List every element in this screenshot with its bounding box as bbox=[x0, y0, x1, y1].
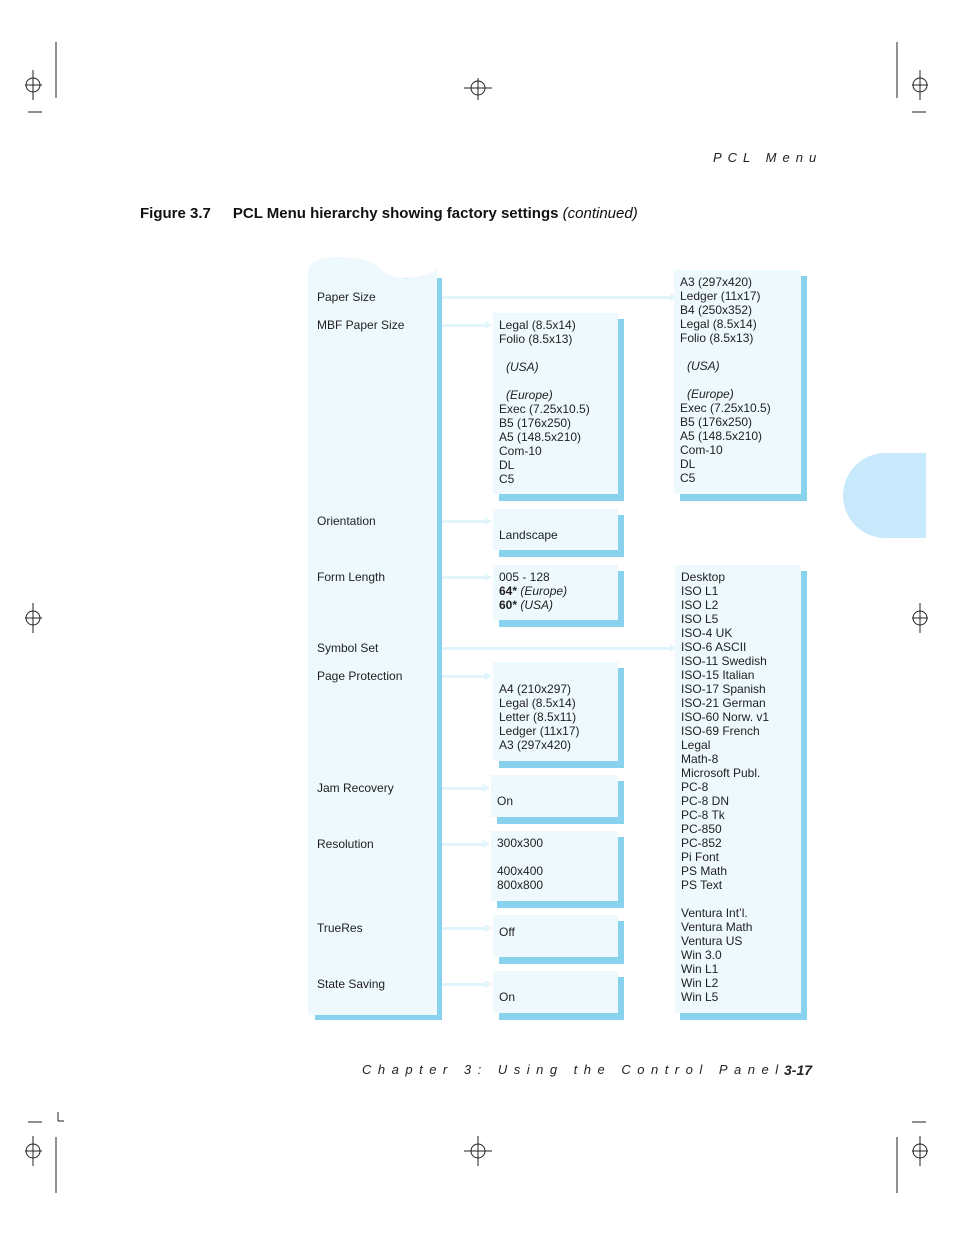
paper-size-option: Ledger (11x17) bbox=[680, 289, 761, 303]
paper-size-option: Exec (7.25x10.5) bbox=[680, 401, 771, 415]
form-length-europe-label: (Europe) bbox=[520, 584, 568, 598]
symbol-set-option: ISO-15 Italian bbox=[681, 668, 755, 682]
paper-size-option: A3 (297x420) bbox=[680, 275, 753, 289]
footer-chapter: Chapter 3: Using the Control Panel bbox=[362, 1062, 785, 1077]
symbol-set-option: Microsoft Publ. bbox=[681, 766, 761, 780]
symbol-set-option: ISO-21 German bbox=[681, 696, 766, 710]
symbol-set-option: ISO L2 bbox=[681, 598, 719, 612]
resolution-option bbox=[497, 850, 543, 864]
figure-continued: (continued) bbox=[562, 205, 638, 222]
mbf-option: Com-10 bbox=[499, 444, 542, 458]
connector-state-saving bbox=[442, 983, 487, 986]
symbol-set-option: PC-8 bbox=[681, 780, 709, 794]
symbol-set-option: Ventura US bbox=[681, 934, 743, 948]
mbf-option: C5 bbox=[499, 472, 515, 486]
symbol-set-option: PC-852 bbox=[681, 836, 722, 850]
form-length-range: 005 - 128 bbox=[499, 570, 550, 584]
symbol-set-option: ISO-6 ASCII bbox=[681, 640, 747, 654]
menu-item-paper-size: Paper Size bbox=[317, 290, 376, 304]
connector-mbf-paper-size bbox=[442, 324, 487, 327]
mbf-option: A5 (148.5x210) bbox=[499, 430, 582, 444]
symbol-set-option: ISO-60 Norw. v1 bbox=[681, 710, 770, 724]
trueres-options-panel bbox=[493, 915, 618, 957]
paper-size-usa-label: (USA) bbox=[687, 359, 720, 373]
connector-symbol-set bbox=[442, 647, 672, 650]
jam-recovery-value: On bbox=[497, 794, 514, 808]
paper-size-option: B5 (176x250) bbox=[680, 415, 753, 429]
page-protection-option: A3 (297x420) bbox=[499, 738, 572, 752]
symbol-set-option: Legal bbox=[681, 738, 711, 752]
resolution-options-panel bbox=[491, 831, 618, 901]
figure-title: PCL Menu hierarchy showing factory settings bbox=[232, 205, 559, 222]
paper-size-europe-label: (Europe) bbox=[687, 387, 734, 401]
page-protection-option: Ledger (11x17) bbox=[499, 724, 580, 738]
paper-size-option bbox=[680, 373, 771, 387]
mbf-option: Folio (8.5x13) bbox=[499, 332, 573, 346]
page-protection-options-panel bbox=[493, 662, 618, 761]
symbol-set-option: Desktop bbox=[681, 570, 726, 584]
symbol-set-option bbox=[681, 892, 769, 906]
form-length-europe bbox=[499, 584, 567, 598]
connector-trueres bbox=[442, 927, 487, 930]
paper-size-option: Folio (8.5x13) bbox=[680, 331, 754, 345]
menu-item-symbol-set: Symbol Set bbox=[317, 641, 379, 655]
menu-item-form-length: Form Length bbox=[317, 570, 386, 584]
symbol-set-option: PC-8 Tk bbox=[681, 808, 725, 822]
paper-size-option: Legal (8.5x14) bbox=[680, 317, 757, 331]
symbol-set-option: PC-8 DN bbox=[681, 794, 730, 808]
mbf-option bbox=[499, 374, 590, 388]
form-length-europe-value: 64* bbox=[499, 584, 518, 598]
form-length-usa-value: 60* bbox=[499, 598, 518, 612]
symbol-set-option: ISO L1 bbox=[681, 584, 719, 598]
resolution-option: 300x300 bbox=[497, 836, 544, 850]
symbol-set-option: PS Text bbox=[681, 878, 723, 892]
connector-orientation bbox=[442, 520, 487, 523]
jam-recovery-options-panel bbox=[491, 775, 618, 817]
paper-size-option: B4 (250x352) bbox=[680, 303, 753, 317]
connector-jam-recovery bbox=[442, 787, 485, 790]
symbol-set-option: Math-8 bbox=[681, 752, 719, 766]
paper-size-options-panel bbox=[674, 270, 801, 494]
state-saving-options-panel bbox=[493, 971, 618, 1013]
orientation-options-panel bbox=[493, 509, 618, 550]
mbf-option: B5 (176x250) bbox=[499, 416, 572, 430]
symbol-set-option: ISO-4 UK bbox=[681, 626, 733, 640]
paper-size-option: C5 bbox=[680, 471, 696, 485]
symbol-set-option: Ventura Int’l. bbox=[681, 906, 748, 920]
paper-size-option: Com-10 bbox=[680, 443, 723, 457]
menu-item-jam-recovery: Jam Recovery bbox=[317, 781, 394, 795]
symbol-set-option: Win L1 bbox=[681, 962, 719, 976]
symbol-set-option: Win L5 bbox=[681, 990, 719, 1004]
symbol-set-option: ISO-11 Swedish bbox=[681, 654, 767, 668]
resolution-option: 800x800 bbox=[497, 878, 544, 892]
mbf-options-panel bbox=[493, 313, 618, 494]
symbol-set-option: Win L2 bbox=[681, 976, 719, 990]
figure-caption bbox=[140, 205, 638, 222]
menu-item-page-protection: Page Protection bbox=[317, 669, 403, 683]
page-protection-option: Letter (8.5x11) bbox=[499, 710, 577, 724]
symbol-set-option: Ventura Math bbox=[681, 920, 753, 934]
running-header: PCL Menu bbox=[713, 150, 823, 165]
mbf-option bbox=[499, 346, 590, 360]
menu-item-state-saving: State Saving bbox=[317, 977, 386, 991]
connector-form-length bbox=[442, 576, 487, 579]
mbf-option: DL bbox=[499, 458, 515, 472]
mbf-usa-label: (USA) bbox=[506, 360, 539, 374]
symbol-set-option: PC-850 bbox=[681, 822, 722, 836]
paper-size-option bbox=[680, 345, 771, 359]
footer-page-number: 3-17 bbox=[784, 1062, 813, 1078]
chapter-tab bbox=[843, 453, 926, 538]
mbf-europe-label: (Europe) bbox=[506, 388, 553, 402]
connector-resolution bbox=[442, 843, 485, 846]
mbf-option: Exec (7.25x10.5) bbox=[499, 402, 590, 416]
connector-paper-size bbox=[442, 296, 672, 299]
trueres-value: Off bbox=[499, 925, 515, 939]
menu-item-orientation: Orientation bbox=[317, 514, 376, 528]
symbol-set-option: ISO L5 bbox=[681, 612, 719, 626]
symbol-set-list bbox=[681, 570, 769, 1004]
symbol-set-option: Win 3.0 bbox=[681, 948, 722, 962]
page-protection-option: Legal (8.5x14) bbox=[499, 696, 576, 710]
form-length-usa-label: (USA) bbox=[520, 598, 554, 612]
orientation-value: Landscape bbox=[499, 528, 558, 542]
menu-column-panel bbox=[308, 255, 437, 1015]
symbol-set-options-panel bbox=[675, 565, 801, 1013]
symbol-set-option: PS Math bbox=[681, 864, 728, 878]
connector-page-protection bbox=[442, 675, 487, 678]
form-length-options-panel bbox=[493, 565, 618, 620]
menu-item-trueres: TrueRes bbox=[317, 921, 363, 935]
page-protection-option: A4 (210x297) bbox=[499, 682, 572, 696]
mbf-option: Legal (8.5x14) bbox=[499, 318, 576, 332]
resolution-option: 400x400 bbox=[497, 864, 544, 878]
symbol-set-option: Pi Font bbox=[681, 850, 720, 864]
menu-item-mbf-paper-size: MBF Paper Size bbox=[317, 318, 405, 332]
symbol-set-option: ISO-17 Spanish bbox=[681, 682, 766, 696]
figure-number: Figure 3.7 bbox=[140, 205, 211, 222]
symbol-set-option: ISO-69 French bbox=[681, 724, 760, 738]
menu-item-resolution: Resolution bbox=[317, 837, 374, 851]
form-length-usa bbox=[499, 598, 567, 612]
paper-size-option: A5 (148.5x210) bbox=[680, 429, 763, 443]
state-saving-value: On bbox=[499, 990, 516, 1004]
paper-size-option: DL bbox=[680, 457, 696, 471]
